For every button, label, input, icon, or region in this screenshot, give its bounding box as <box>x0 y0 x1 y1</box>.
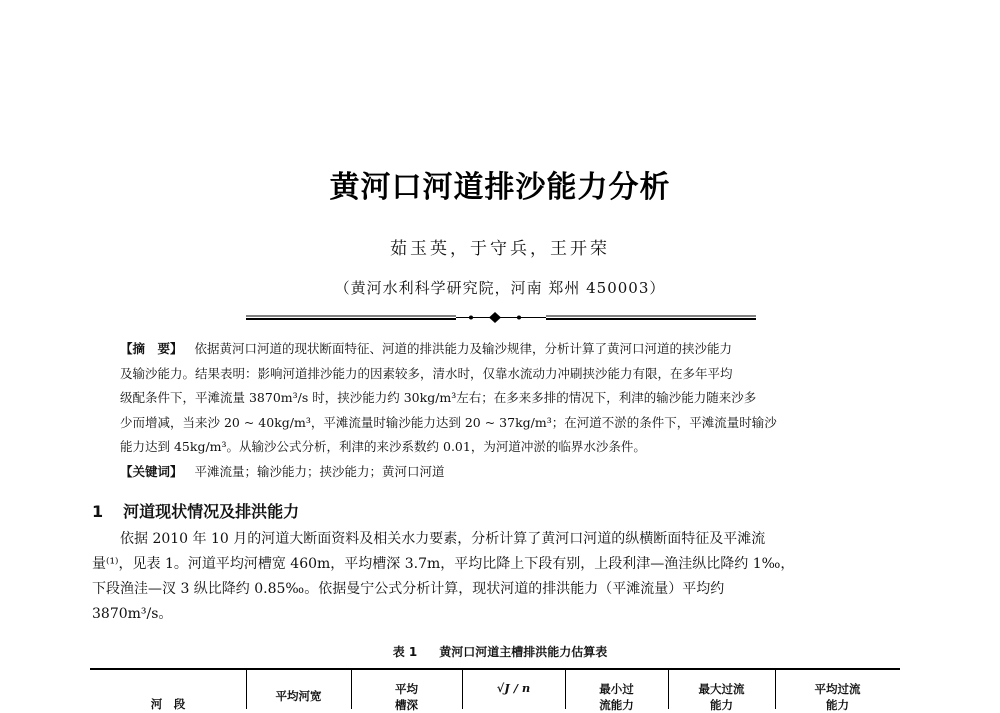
abstract-line-5: 能力达到 45kg/m³。从输沙公式分析，利津的来沙系数约 0.01，为河道冲淤的临界水沙条件。 <box>120 439 646 454</box>
paragraph-line-2: 量⁽¹⁾，见表 1。河道平均河槽宽 460m，平均槽深 3.7m，平均比降上下段有别，上段利津—渔洼纵比降约 1‰， <box>92 556 795 572</box>
table-number: 表 1 <box>392 645 418 659</box>
affiliation: （黄河水利科学研究院，河南 郑州 450003） <box>334 279 666 297</box>
section-heading <box>92 499 299 522</box>
section-number: 1 <box>92 502 104 521</box>
abstract-line-1: 【摘 要】 依据黄河口河道的现状断面特征、河道的排洪能力及输沙规律，分析计算了黄河口河道的挟沙能力 <box>120 341 732 356</box>
table-header-reach: 河 段 <box>150 697 186 711</box>
paragraph-line-3: 下段渔洼—汊 3 纵比降约 0.85‰。依据曼宁公式分析计算，现状河道的排洪能力（平滩流量）平均约 <box>92 581 725 597</box>
abstract-label: 【摘 要】 <box>120 341 183 356</box>
author-list: 茹玉英，于守兵，王开荣 <box>390 239 610 259</box>
abstract-line-3: 级配条件下，平滩流量 3870m³/s 时，挟沙能力约 30kg/m³左右；在多来多排的情况下，利津的输沙能力随来沙多 <box>120 390 757 405</box>
abstract-block <box>120 337 880 484</box>
table-top-rule <box>90 668 900 670</box>
abstract-line-4: 少而增减，当来沙 20 ~ 40kg/m³，平滩流量时输沙能力达到 20 ~ 37kg/m³；在河道不淤的条件下，平滩流量时输沙 <box>120 414 777 430</box>
table-caption <box>0 643 1000 660</box>
section-title: 河道现状情况及排洪能力 <box>123 502 300 521</box>
table-header-max-capacity: 最大过流 能力 <box>698 682 745 712</box>
section-paragraph <box>92 527 900 627</box>
table-title: 黄河口河道主槽排洪能力估算表 <box>439 645 608 659</box>
abstract-line-2: 及输沙能力。结果表明：影响河道排沙能力的因素较多，清水时，仅靠水流动力冲刷挟沙能力有限，在多年平均 <box>120 365 733 381</box>
keywords-label: 【关键词】 <box>120 463 183 479</box>
keywords-line <box>120 460 880 485</box>
table-header-avg-width: 平均河宽 <box>275 689 322 703</box>
ornamental-divider <box>246 310 756 324</box>
table-header-avg-depth: 平均 槽深 <box>395 682 418 712</box>
table-header-min-capacity: 最小过 流能力 <box>599 682 634 712</box>
table-header-slope-roughness: √J / n <box>496 681 531 695</box>
paragraph-line-4: 3870m³/s。 <box>92 606 173 622</box>
paper-title: 黄河口河道排沙能力分析 <box>329 170 671 205</box>
paragraph-line-1: 依据 2010 年 10 月的河道大断面资料及相关水力要素，分析计算了黄河口河道的纵横断面特征及平滩流 <box>120 531 766 547</box>
table-header-avg-capacity: 平均过流 能力 <box>814 682 861 712</box>
keywords: 平滩流量；输沙能力；挟沙能力；黄河口河道 <box>194 463 445 479</box>
